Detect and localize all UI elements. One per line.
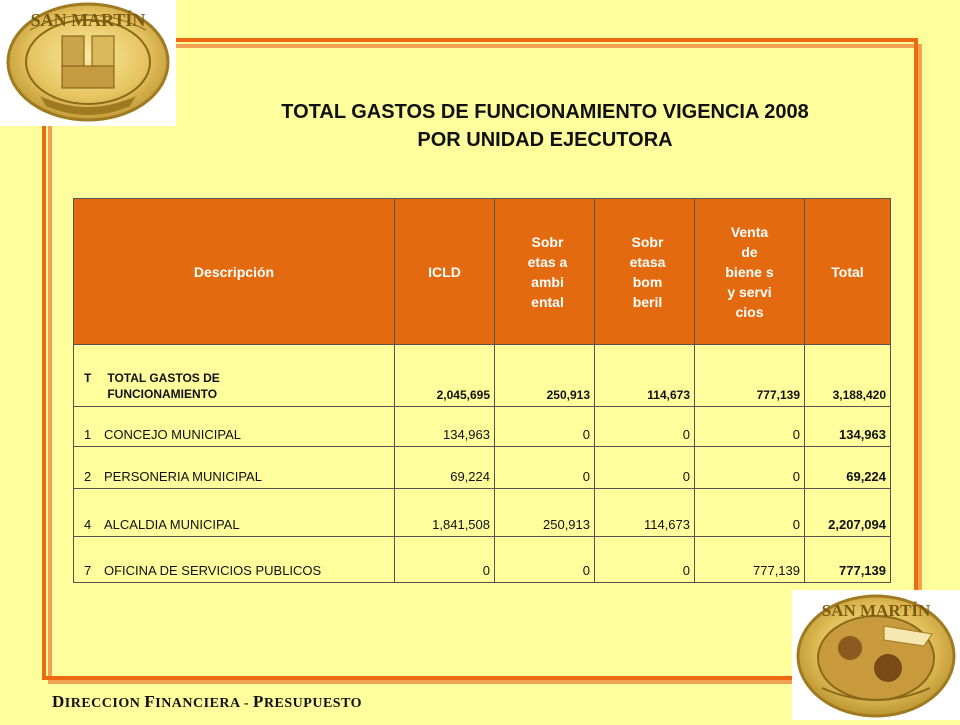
header-descripcion: Descripción	[74, 199, 395, 345]
cell-bomberil: 0	[595, 447, 695, 489]
header-sobretasa-bomberil	[595, 199, 695, 345]
logo-bottom	[792, 590, 960, 720]
row-desc-text: TOTAL GASTOS DE FUNCIONAMIENTO	[107, 371, 220, 401]
svg-text:SAN MARTÍN: SAN MARTÍN	[30, 10, 146, 30]
header-total: Total	[805, 199, 891, 345]
footer-initial-f: F	[144, 692, 156, 711]
cell-bomberil: 0	[595, 537, 695, 583]
table-row	[74, 447, 891, 489]
row-desc-text: OFICINA DE SERVICIOS PUBLICOS	[104, 563, 322, 578]
cell-icld: 69,224	[395, 447, 495, 489]
cell-bomberil: 114,673	[595, 345, 695, 407]
cell-icld: 2,045,695	[395, 345, 495, 407]
slide-title	[180, 98, 910, 154]
header-venta-bienes	[695, 199, 805, 345]
svg-text:SAN MARTÍN: SAN MARTÍN	[821, 601, 931, 620]
header-icld: ICLD	[395, 199, 495, 345]
logo-top	[0, 0, 176, 126]
row-code: 2	[84, 469, 92, 484]
cell-bomberil: 0	[595, 407, 695, 447]
table-row	[74, 407, 891, 447]
san-martin-seal-icon	[792, 590, 960, 720]
table-row	[74, 537, 891, 583]
row-description	[74, 489, 395, 537]
row-description	[74, 345, 395, 407]
row-desc-text: ALCALDIA MUNICIPAL	[104, 517, 240, 532]
cell-bomberil: 114,673	[595, 489, 695, 537]
row-desc-text: CONCEJO MUNICIPAL	[104, 427, 241, 442]
footer-text-presupuesto: RESUPUESTO	[263, 696, 363, 711]
cell-icld: 0	[395, 537, 495, 583]
cell-total: 3,188,420	[805, 345, 891, 407]
cell-total: 777,139	[805, 537, 891, 583]
cell-total: 69,224	[805, 447, 891, 489]
cell-total: 2,207,094	[805, 489, 891, 537]
cell-icld: 1,841,508	[395, 489, 495, 537]
cell-ambiental: 250,913	[495, 345, 595, 407]
row-code: 7	[84, 563, 92, 578]
header-venta-bienes-label: Venta de biene s y servi cios	[725, 223, 774, 320]
cell-ambiental: 250,913	[495, 489, 595, 537]
header-sobretasa-ambiental-label: Sobr etas a ambi ental	[527, 233, 568, 310]
row-code: 4	[84, 517, 92, 532]
footer-label	[52, 692, 362, 712]
row-code: T	[84, 371, 92, 385]
cell-venta: 0	[695, 489, 805, 537]
cell-venta: 0	[695, 447, 805, 489]
cell-ambiental: 0	[495, 447, 595, 489]
footer-initial-p: P	[253, 692, 264, 711]
row-description	[74, 447, 395, 489]
cell-venta: 0	[695, 407, 805, 447]
row-code: 1	[84, 427, 92, 442]
cell-venta: 777,139	[695, 537, 805, 583]
table-header-row	[74, 199, 891, 345]
table-row	[74, 345, 891, 407]
cell-venta: 777,139	[695, 345, 805, 407]
footer-initial-d: D	[52, 692, 65, 711]
title-line-2: POR UNIDAD EJECUTORA	[417, 129, 673, 151]
table-row	[74, 489, 891, 537]
title-line-1: TOTAL GASTOS DE FUNCIONAMIENTO VIGENCIA 2008	[281, 101, 809, 123]
cell-icld: 134,963	[395, 407, 495, 447]
cell-ambiental: 0	[495, 407, 595, 447]
row-description	[74, 537, 395, 583]
budget-table	[73, 198, 891, 583]
cell-ambiental: 0	[495, 537, 595, 583]
footer-text-direccion: IRECCION	[64, 696, 145, 711]
footer-text-financiera: INANCIERA -	[155, 696, 254, 711]
cell-total: 134,963	[805, 407, 891, 447]
header-sobretasa-ambiental	[495, 199, 595, 345]
san-martin-seal-icon	[0, 0, 176, 126]
row-description	[74, 407, 395, 447]
row-desc-text: PERSONERIA MUNICIPAL	[104, 469, 262, 484]
header-sobretasa-bomberil-label: Sobr etasa bom beril	[629, 233, 666, 310]
